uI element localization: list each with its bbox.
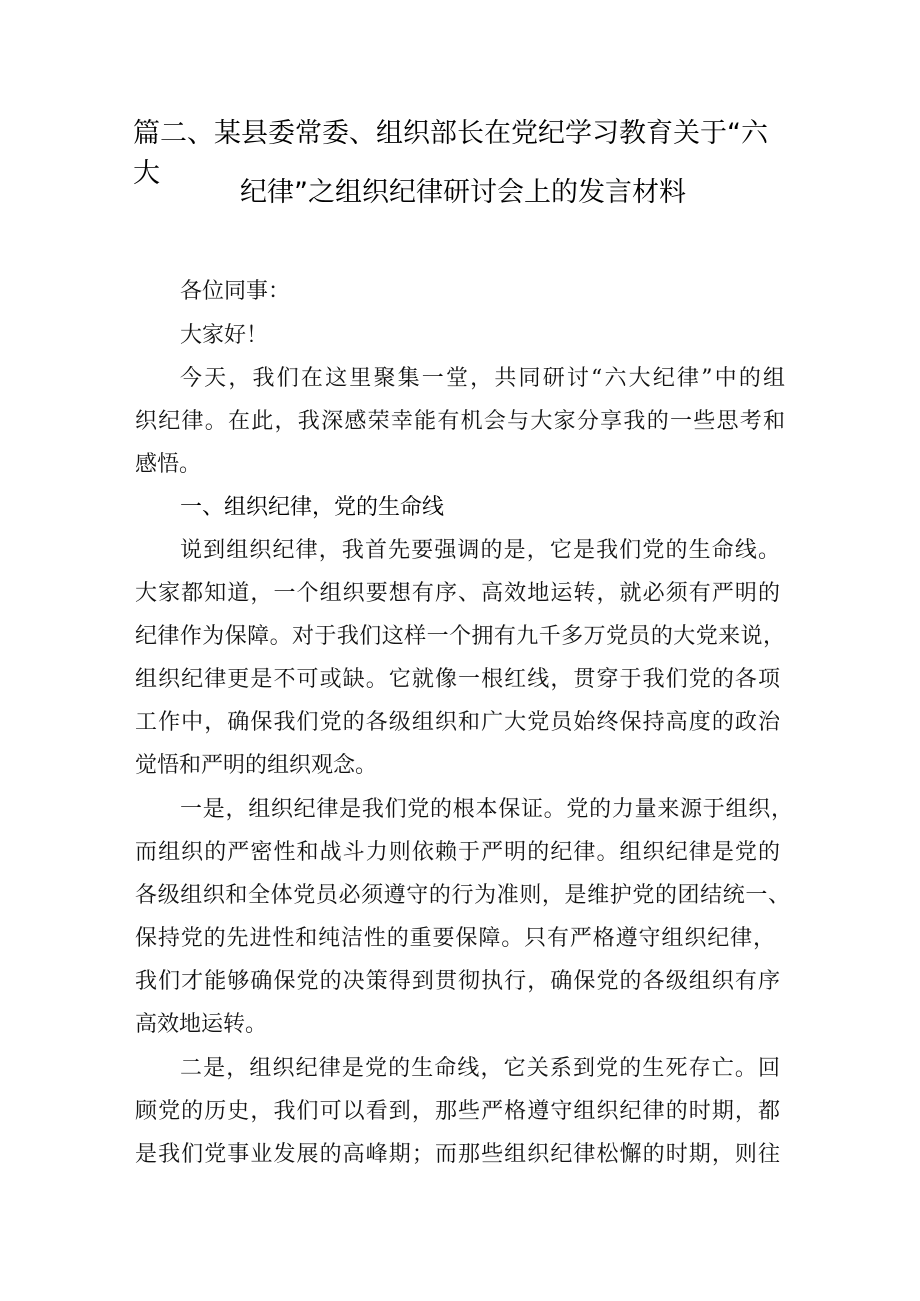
salutation: 各位同事： <box>180 279 291 304</box>
paragraph-line: 一是，组织纪律是我们党的根本保证。党的力量来源于组织， <box>180 797 793 822</box>
paragraph-line: 顾党的历史，我们可以看到，那些严格遵守组织纪律的时期，都 <box>135 1099 780 1124</box>
paragraph-line: 我们才能够确保党的决策得到贯彻执行，确保党的各级组织有序 <box>135 969 780 994</box>
paragraph-line: 各级组织和全体党员必须遵守的行为准则，是维护党的团结统一、 <box>135 883 790 908</box>
paragraph-line: 大家都知道，一个组织要想有序、高效地运转，就必须有严明的 <box>135 581 780 606</box>
paragraph-line: 高效地运转。 <box>135 1012 268 1037</box>
paragraph-line: 是我们党事业发展的高峰期；而那些组织纪律松懈的时期，则往 <box>135 1142 780 1167</box>
greeting-hello: 大家好！ <box>180 323 269 348</box>
paragraph-line: 而组织的严密性和战斗力则依赖于严明的纪律。组织纪律是党的 <box>135 840 780 865</box>
paragraph-line: 说到组织纪律，我首先要强调的是，它是我们党的生命线。 <box>180 538 780 563</box>
intro-line-1: 今天，我们在这里聚集一堂，共同研讨“六大纪律”中的组 <box>180 366 785 391</box>
paragraph-line: 工作中，确保我们党的各级组织和广大党员始终保持高度的政治 <box>135 710 780 735</box>
intro-line-3: 感悟。 <box>135 452 202 477</box>
intro-line-2: 织纪律。在此，我深感荣幸能有机会与大家分享我的一些思考和 <box>135 409 785 434</box>
paragraph-line: 保持党的先进性和纯洁性的重要保障。只有严格遵守组织纪律， <box>135 926 775 951</box>
document-title-line-2: 纪律”之组织纪律研讨会上的发言材料 <box>240 177 686 208</box>
paragraph-line: 纪律作为保障。对于我们这样一个拥有九千多万党员的大党来说， <box>135 624 785 649</box>
paragraph-line: 觉悟和严明的组织观念。 <box>135 753 378 778</box>
paragraph-line: 二是，组织纪律是党的生命线，它关系到党的生死存亡。回 <box>180 1056 780 1081</box>
section-heading: 一、组织纪律，党的生命线 <box>180 495 445 520</box>
document-title-line-1: 篇二、某县委常委、组织部长在党纪学习教育关于“六大 <box>133 118 768 189</box>
paragraph-line: 组织纪律更是不可或缺。它就像一根红线，贯穿于我们党的各项 <box>135 667 780 692</box>
